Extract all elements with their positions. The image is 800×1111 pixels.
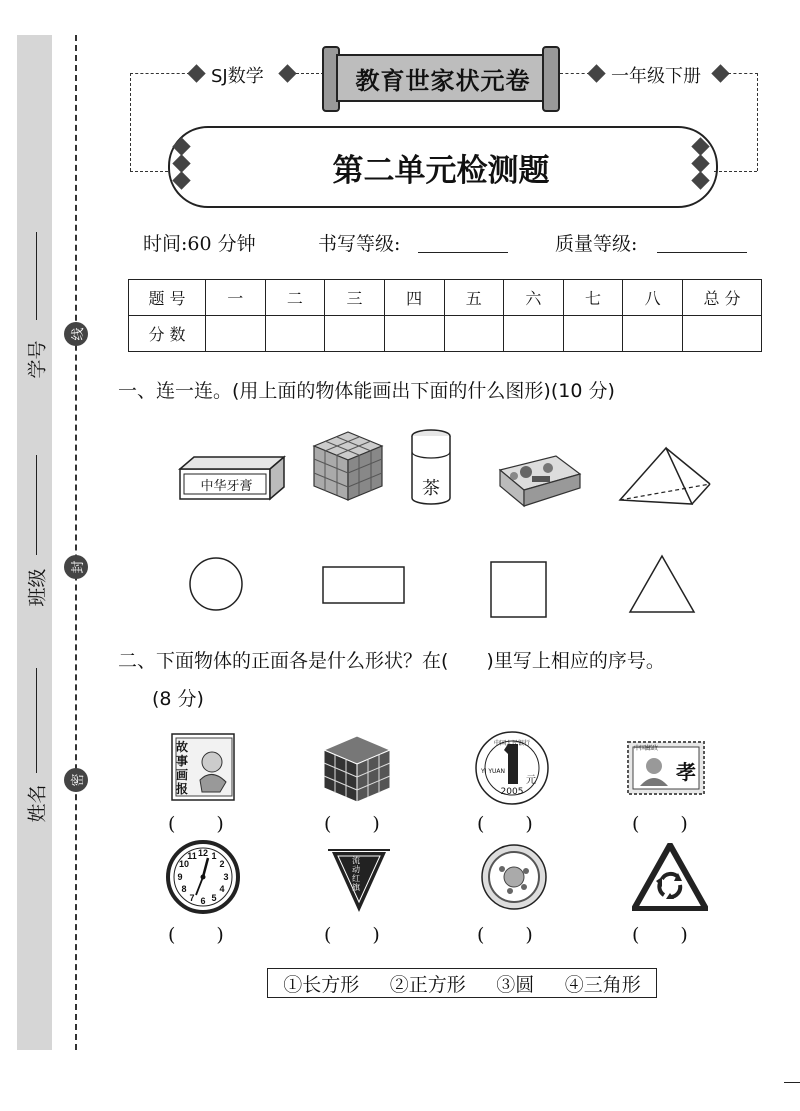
header-dash-left: [130, 73, 190, 74]
tea-label: 茶: [422, 478, 440, 499]
table-header-cell: 四: [384, 280, 444, 316]
svg-text:10: 10: [178, 859, 190, 869]
score-cell[interactable]: [504, 316, 564, 352]
binding-margin: [17, 35, 52, 1050]
seal-mi: 密: [64, 768, 88, 792]
header-dash-right-v: [757, 73, 758, 171]
header-dash-right: [728, 73, 758, 74]
time-info: 时间:60 分钟: [143, 233, 256, 255]
score-cell[interactable]: [325, 316, 385, 352]
legend-item: ①长方形: [283, 973, 360, 996]
table-header-cell: 五: [444, 280, 504, 316]
quality-grade-field[interactable]: [657, 252, 747, 253]
coin-issuer: 中国人民银行: [493, 740, 530, 747]
score-row-label: 分 数: [129, 316, 206, 352]
header-dash-left-v: [130, 73, 131, 171]
quality-grade-label: 质量等级:: [555, 233, 638, 255]
table-header-cell: 一: [206, 280, 266, 316]
rectangle-shape[interactable]: [322, 566, 406, 606]
coin-unit: 元: [526, 775, 536, 786]
q2-points: (8 分): [152, 688, 204, 710]
name-label: 姓名: [26, 784, 49, 823]
svg-text:8: 8: [181, 884, 187, 894]
plate-image[interactable]: [480, 843, 548, 911]
page-edge-mark: [784, 1082, 800, 1083]
coin-year: 2005: [500, 787, 524, 797]
writing-grade-label: 书写等级:: [318, 233, 401, 255]
diamond-icon: [187, 64, 205, 82]
circle-shape[interactable]: [188, 556, 244, 612]
diamond-icon: [587, 64, 605, 82]
class-label: 班级: [26, 568, 49, 607]
pennant-text: 流动红旗: [352, 856, 360, 892]
header-dash-right-bottom: [714, 171, 757, 172]
page-title: 第二单元检测题: [332, 152, 550, 189]
q1-title: 一、连一连。(用上面的物体能画出下面的什么图形)(10 分): [118, 380, 615, 402]
legend-item: ③圆: [496, 973, 535, 996]
score-cell[interactable]: [384, 316, 444, 352]
square-shape[interactable]: [490, 561, 548, 619]
table-header-cell: 七: [563, 280, 623, 316]
pencil-box-image[interactable]: [496, 448, 582, 510]
answer-blank[interactable]: ( ): [477, 924, 534, 946]
answer-blank[interactable]: ( ): [324, 924, 381, 946]
table-header-cell: 题 号: [129, 280, 206, 316]
student-id-label: 学号: [26, 340, 49, 379]
clock-image[interactable]: [166, 840, 240, 914]
class-line[interactable]: [36, 455, 37, 555]
svg-text:11: 11: [187, 851, 197, 861]
score-cell[interactable]: [623, 316, 683, 352]
diamond-icon: [711, 64, 729, 82]
score-table: [128, 279, 762, 352]
stamp-country: 中国邮政: [634, 745, 659, 752]
roundabout-sign-image[interactable]: [632, 843, 708, 911]
svg-text:7: 7: [189, 893, 195, 903]
series-title: 教育世家状元卷: [336, 54, 550, 102]
shape-legend: [267, 968, 657, 998]
header-dash: [560, 73, 590, 74]
q2-title: 二、下面物体的正面各是什么形状？在( )里写上相应的序号。: [118, 650, 665, 672]
score-cell[interactable]: [444, 316, 504, 352]
answer-blank[interactable]: ( ): [632, 813, 689, 835]
subject-tag: SJ数学: [211, 66, 264, 87]
writing-grade-field[interactable]: [418, 252, 508, 253]
svg-text:1: 1: [211, 851, 217, 861]
score-cell[interactable]: [265, 316, 325, 352]
svg-text:6: 6: [200, 896, 206, 906]
grade-tag: 一年级下册: [611, 66, 701, 87]
table-header-cell: 六: [504, 280, 564, 316]
answer-blank[interactable]: ( ): [632, 924, 689, 946]
answer-blank[interactable]: ( ): [477, 813, 534, 835]
table-header-cell: 三: [325, 280, 385, 316]
answer-blank[interactable]: ( ): [324, 813, 381, 835]
table-row: [129, 280, 762, 316]
rubik-cube-image[interactable]: [312, 430, 384, 502]
book-title: 故事画报: [176, 740, 189, 796]
score-cell[interactable]: [563, 316, 623, 352]
table-header-cell: 二: [265, 280, 325, 316]
svg-text:4: 4: [219, 884, 225, 894]
legend-item: ②正方形: [389, 973, 466, 996]
toothpaste-label: 中华牙膏: [200, 479, 253, 494]
stamp-char: 孝: [676, 760, 696, 784]
svg-text:3: 3: [223, 872, 229, 882]
student-id-line[interactable]: [36, 232, 37, 320]
pyramid-image[interactable]: [618, 446, 712, 508]
score-cell[interactable]: [683, 316, 762, 352]
svg-text:5: 5: [211, 893, 217, 903]
coin-yuan: YI YUAN: [481, 768, 505, 775]
svg-text:9: 9: [177, 872, 183, 882]
table-header-cell: 总 分: [683, 280, 762, 316]
score-cell[interactable]: [206, 316, 266, 352]
seal-xian: 线: [64, 322, 88, 346]
rubik-cube-dark-image[interactable]: [322, 734, 392, 804]
cut-line: [75, 35, 77, 1050]
answer-blank[interactable]: ( ): [168, 813, 225, 835]
diamond-icon: [278, 64, 296, 82]
answer-blank[interactable]: ( ): [168, 924, 225, 946]
legend-item: ④三角形: [564, 973, 641, 996]
svg-text:12: 12: [197, 848, 209, 858]
table-row: [129, 316, 762, 352]
header-dash-left-bottom: [130, 171, 168, 172]
series-scroll: [322, 46, 560, 108]
header-dash: [296, 73, 324, 74]
seal-feng: 封: [64, 555, 88, 579]
scroll-roll-right: [542, 46, 560, 112]
table-header-cell: 八: [623, 280, 683, 316]
svg-text:2: 2: [219, 859, 225, 869]
name-line[interactable]: [36, 668, 37, 773]
triangle-shape[interactable]: [628, 554, 696, 614]
